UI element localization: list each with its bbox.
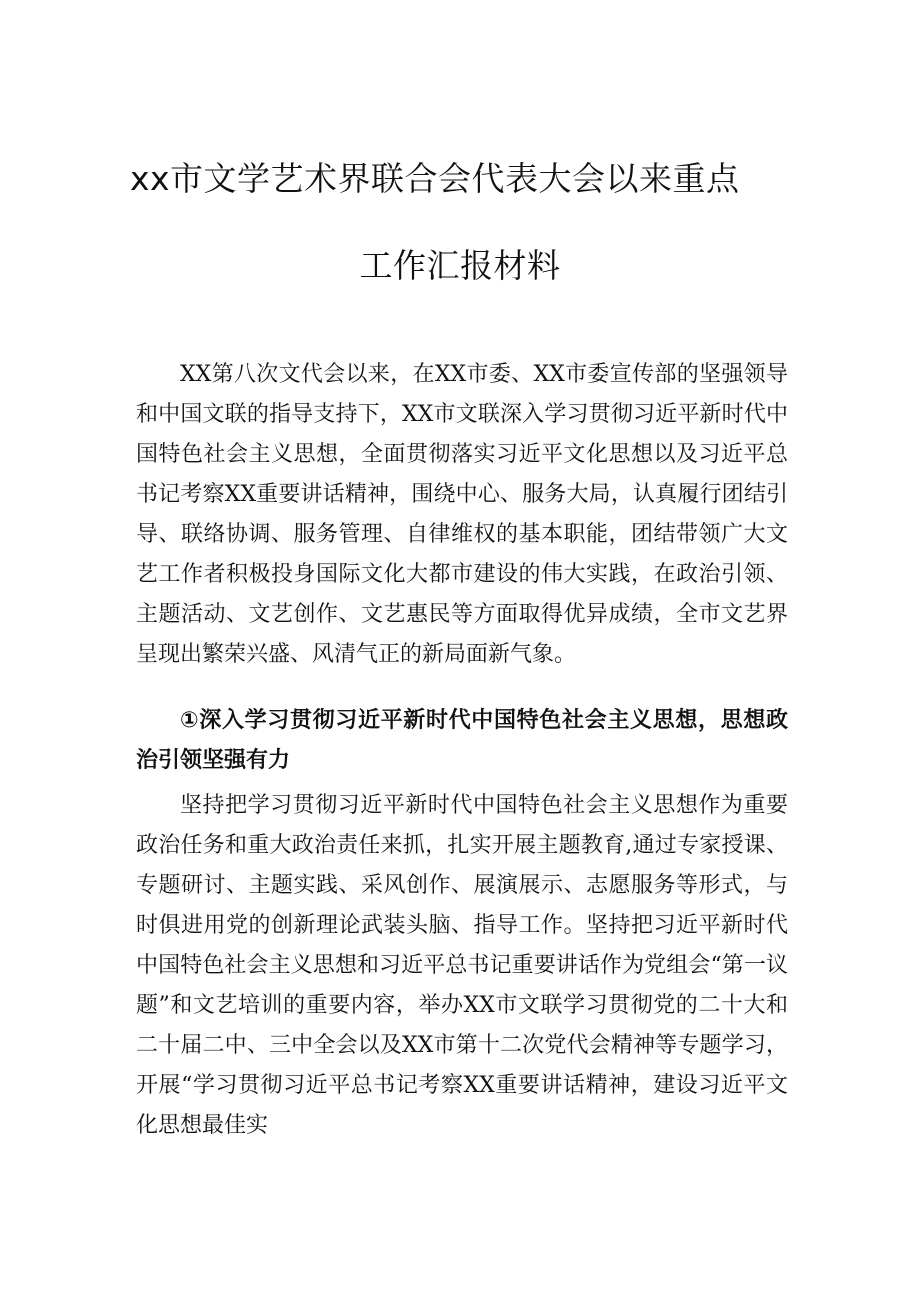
body-paragraph-2: 坚持把学习贯彻习近平新时代中国特色社会主义思想作为重要政治任务和重大政治责任来抓，扎实开展主题教育,通过专家授课、专题研讨、主题实践、采风创作、展演展示、志愿服务等形式，与时俱进用党的创新理论武装头脑、指导工作。坚持把习近平新时代中国特色社会主义思想和习近平总书记重要讲话作为党组会“第一议题”和文艺培训的重要内容，举办XX市文联学习贯彻党的二十大和二十届二中、三中全会以及XX市第十二次党代会精神等专题学习，开展“学习贯彻习近平总书记考察XX重要讲话精神，建设习近平文化思想最佳实	[136, 793, 788, 1138]
document-title-line-1: xx市文学艺术界联合会代表大会以来重点	[130, 159, 740, 198]
body-paragraph-1: XX第八次文代会以来，在XX市委、XX市委宣传部的坚强领导和中国文联的指导支持下，XX市文联深入学习贯彻习近平新时代中国特色社会主义思想，全面贯彻落实习近平文化思想以及习近平总书记考察XX重要讲话精神，围绕中心、服务大局，认真履行团结引导、联络协调、服务管理、自律维权的基本职能，团结带领广大文艺工作者积极投身国际文化大都市建设的伟大实践，在政治引领、主题活动、文艺创作、文艺惠民等方面取得优异成绩，全市文艺界呈现出繁荣兴盛、风清气正的新局面新气象。	[136, 362, 788, 667]
section-heading-1: ①深入学习贯彻习近平新时代中国特色社会主义思想，思想政治引领坚强有力	[136, 708, 788, 773]
document-title-line-2: 工作汇报材料	[359, 246, 561, 285]
